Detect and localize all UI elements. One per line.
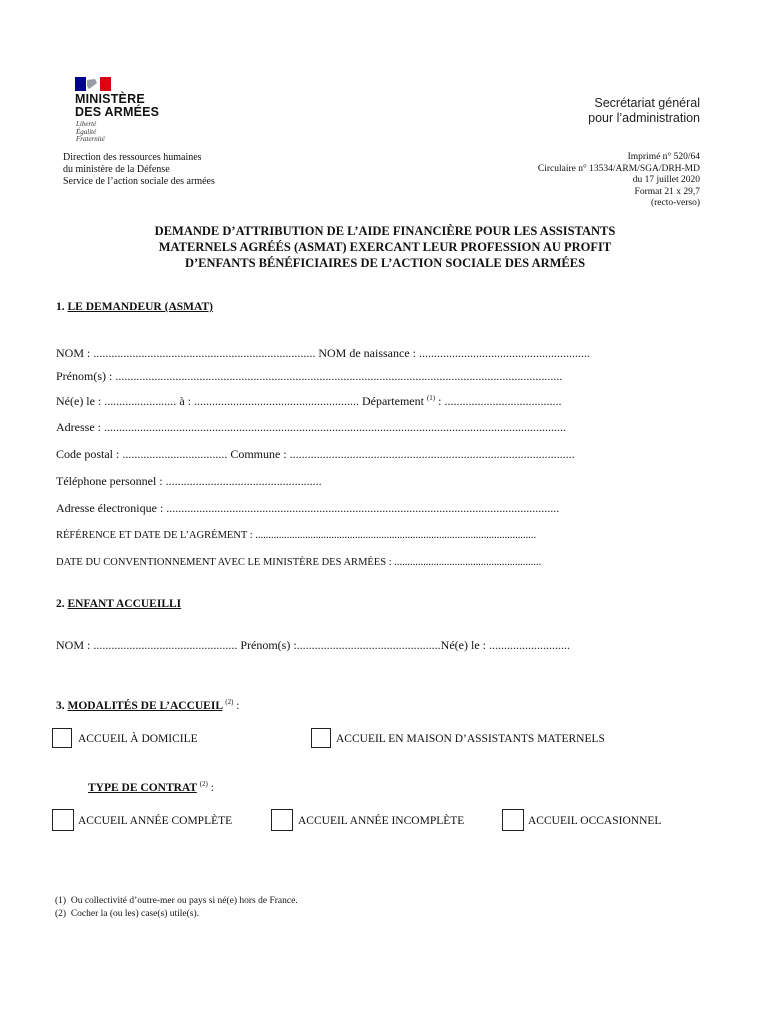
maison-label: ACCUEIL EN MAISON D’ASSISTANTS MATERNELS — [336, 733, 605, 745]
department-field[interactable]: : ....................................... — [438, 394, 562, 408]
section-3-heading — [56, 698, 240, 712]
address-row — [56, 420, 680, 435]
direction-line-3: Service de l’action sociale des armées — [63, 176, 215, 187]
section-number: 2. — [56, 598, 65, 610]
direction-line-1: Direction des ressources humaines — [63, 152, 202, 163]
heading-colon: : — [210, 781, 214, 794]
child-prenoms-field[interactable]: Prénom(s) :................................................ — [240, 638, 441, 652]
domicile-checkbox[interactable] — [52, 728, 72, 748]
footnote-number: (1) — [55, 896, 67, 906]
phone-row — [56, 474, 680, 489]
republic-motto — [76, 121, 105, 144]
title-line-1: DEMANDE D’ATTRIBUTION DE L’AIDE FINANCIÈRE POUR LES ASSISTANTS — [154, 224, 616, 238]
contract-type-heading — [88, 780, 214, 794]
maison-checkbox[interactable] — [311, 728, 331, 748]
logo-line-2: DES ARMÉES — [75, 105, 160, 119]
logo-line-1: MINISTÈRE — [75, 92, 145, 106]
secretariat-general — [588, 96, 700, 126]
section-title: LE DEMANDEUR (ASMAT) — [67, 301, 213, 313]
motto-egalite: Égalité — [76, 127, 97, 136]
applicant-birth-row — [56, 391, 680, 409]
birth-date-field[interactable]: Né(e) le : ........................ — [56, 394, 177, 408]
footnote-2 — [55, 908, 298, 921]
secretariat-line-1: Secrétariat général — [594, 96, 700, 110]
agrement-field[interactable]: RÉFÉRENCE ET DATE DE L’AGRÉMENT : ........................................................................................................... — [56, 530, 537, 541]
child-row — [56, 638, 680, 653]
footnote-ref-2: (2) — [225, 698, 234, 706]
page-title — [80, 223, 690, 271]
annee-complete-checkbox[interactable] — [52, 809, 74, 831]
heading-colon: : — [236, 699, 240, 712]
commune-field[interactable]: Commune : ............................................................................................... — [230, 447, 575, 461]
direction-line-2: du ministère de la Défense — [63, 164, 170, 175]
postal-row — [56, 447, 680, 462]
ministry-logo-text — [75, 93, 159, 119]
title-line-3: D’ENFANTS BÉNÉFICIAIRES DE L’ACTION SOCIALE DES ARMÉES — [184, 256, 586, 270]
section-title: ENFANT ACCUEILLI — [67, 598, 182, 610]
occasionnel-label: ACCUEIL OCCASIONNEL — [528, 815, 662, 827]
applicant-firstname-row — [56, 369, 680, 384]
direction-block — [63, 152, 215, 188]
circular-date: du 17 juillet 2020 — [632, 175, 700, 186]
agrement-row — [56, 529, 680, 543]
footnote-text: Cocher la (ou les) case(s) utile(s). — [70, 909, 200, 919]
conventionnement-field[interactable]: DATE DU CONVENTIONNEMENT AVEC LE MINISTÈRE DES ARMÉES : ........................................................ — [56, 557, 542, 568]
prenoms-field[interactable]: Prénom(s) : ..................................................................................................................................................... — [56, 369, 563, 383]
conventionnement-row — [56, 556, 680, 570]
applicant-name-row — [56, 346, 680, 361]
department-label: Département — [361, 394, 424, 408]
footnote-ref-2b: (2) — [199, 780, 208, 788]
email-row — [56, 501, 680, 516]
occasionnel-checkbox[interactable] — [502, 809, 524, 831]
section-number: 3. — [56, 699, 65, 712]
motto-liberte: Liberté — [76, 120, 97, 128]
birth-place-field[interactable]: à : ....................................................... — [179, 394, 359, 408]
section-1-heading — [56, 301, 213, 313]
annee-incomplete-label: ACCUEIL ANNÉE INCOMPLÈTE — [298, 815, 465, 827]
footnote-text: Ou collectivité d’outre-mer ou pays si né(e) hors de France. — [70, 896, 298, 906]
contract-title: TYPE DE CONTRAT — [88, 781, 197, 794]
email-field[interactable]: Adresse électronique : ................................................................................................................................... — [56, 501, 560, 515]
form-reference-block — [538, 152, 700, 210]
circular-number: Circulaire n° 13534/ARM/SGA/DRH-MD — [537, 163, 700, 174]
postal-code-field[interactable]: Code postal : ................................... — [56, 447, 228, 461]
footnote-1 — [55, 895, 298, 908]
footnote-ref-1: (1) — [426, 394, 436, 402]
domicile-label: ACCUEIL À DOMICILE — [78, 733, 198, 745]
form-number: Imprimé n° 520/64 — [627, 152, 700, 162]
motto-fraternite: Fraternité — [76, 135, 105, 143]
footnote-number: (2) — [55, 909, 67, 919]
section-2-heading — [56, 598, 181, 610]
secretariat-line-2: pour l’administration — [588, 111, 700, 125]
section-title: MODALITÉS DE L’ACCUEIL — [67, 699, 223, 712]
footnotes — [55, 895, 298, 921]
nom-field[interactable]: NOM : .......................................................................... — [56, 346, 316, 360]
child-birth-date-field[interactable]: Né(e) le : ........................... — [440, 638, 570, 652]
recto-verso-note: (recto-verso) — [650, 198, 700, 209]
annee-complete-label: ACCUEIL ANNÉE COMPLÈTE — [78, 815, 233, 827]
birth-name-field[interactable]: NOM de naissance : ......................................................... — [318, 346, 590, 360]
section-number: 1. — [56, 301, 65, 313]
paper-format: Format 21 x 29,7 — [634, 186, 700, 197]
marianne-logo-icon — [75, 77, 111, 91]
child-nom-field[interactable]: NOM : ................................................ — [56, 638, 238, 652]
phone-field[interactable]: Téléphone personnel : .................................................... — [56, 474, 322, 488]
annee-incomplete-checkbox[interactable] — [271, 809, 293, 831]
title-line-2: MATERNELS AGRÉÉS (ASMAT) EXERCANT LEUR PROFESSION AU PROFIT — [158, 240, 612, 254]
address-field[interactable]: Adresse : .......................................................................................................................................................... — [56, 420, 566, 434]
